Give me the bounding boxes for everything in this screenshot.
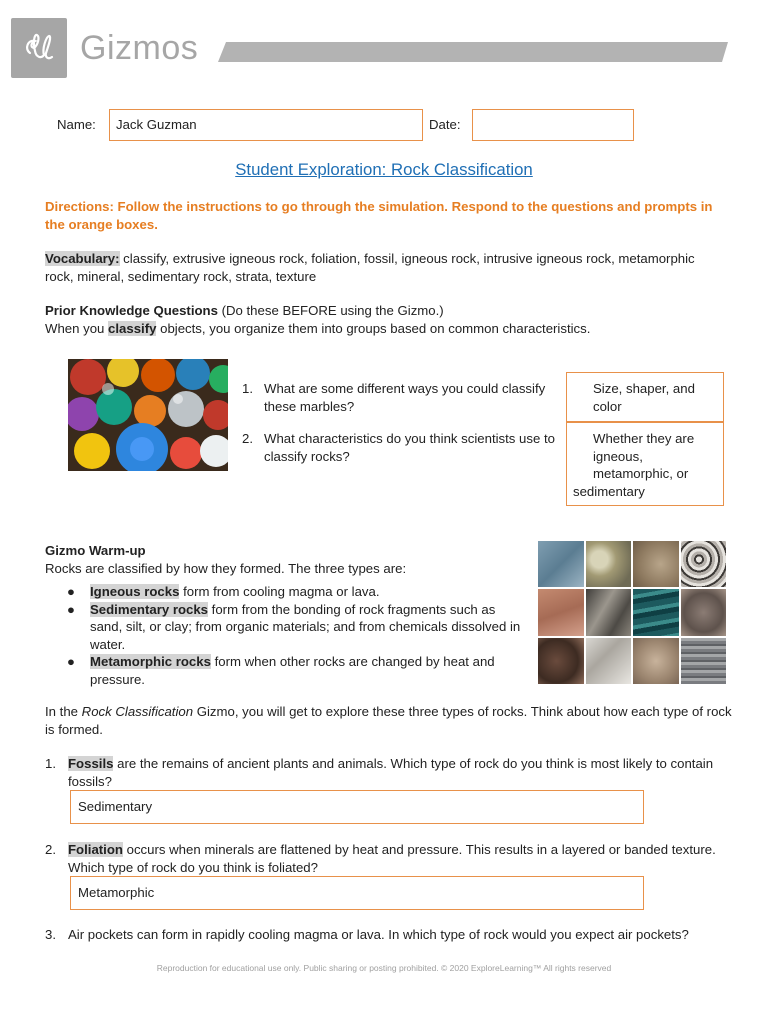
rock-type-term: Sedimentary rocks <box>90 601 209 617</box>
warmup-q3-text: Air pockets can form in rapidly cooling magma or lava. In which type of rock would you expect air pockets? <box>68 927 689 942</box>
rock-type-desc: form when other rocks are changed by heat and pressure. <box>90 654 495 687</box>
vocabulary-label: Vocabulary: <box>45 251 120 266</box>
prior-knowledge-text <box>45 320 725 338</box>
warmup-q3-number: 3. <box>45 927 56 942</box>
footer-copyright: Reproduction for educational use only. Public sharing or posting prohibited. © 2020 ExploreLearning™ All rights reserved <box>156 963 612 973</box>
bullet-icon: ● <box>67 601 75 617</box>
bullet-icon: ● <box>67 584 75 599</box>
warmup-q2-answer-box[interactable]: Metamorphic <box>70 876 644 910</box>
marbles-image <box>68 359 228 471</box>
el-logo-icon <box>22 31 56 65</box>
vocabulary <box>45 250 725 286</box>
gizmo-intro-after: Gizmo, you will get to explore these three types of rocks. Think about how each type of rock is formed. <box>45 704 732 737</box>
page-title: Student Exploration: Rock Classification <box>235 160 533 179</box>
gizmo-name: Rock Classification <box>81 704 194 719</box>
warmup-q1-text <box>68 755 718 791</box>
date-field[interactable] <box>472 109 634 141</box>
warmup-q1-number: 1. <box>45 756 56 771</box>
prior-q2-number: 2. <box>242 431 253 446</box>
vocabulary-terms: classify, extrusive igneous rock, foliation, fossil, igneous rock, intrusive igneous rock, metamorphic rock, mineral, sedimentary rock, strata, texture <box>45 251 695 284</box>
warmup-intro: Rocks are classified by how they formed. The three types are: <box>45 561 407 576</box>
rock-samples-image <box>538 541 726 684</box>
name-label: Name: <box>57 117 96 132</box>
prior-heading-note: (Do these BEFORE using the Gizmo.) <box>217 303 444 318</box>
term-fossils: Fossils <box>68 756 114 771</box>
term-foliation: Foliation <box>68 842 123 857</box>
list-item <box>45 601 523 654</box>
prior-q2-answer-line3: metamorphic, or <box>593 466 689 481</box>
gizmo-intro-before: In the <box>45 704 82 719</box>
prior-q1-text: What are some different ways you could classify these marbles? <box>264 381 546 414</box>
prior-q2-answer-box[interactable] <box>566 422 724 506</box>
warmup-q2-body: occurs when minerals are flattened by heat and pressure. This results in a layered or banded texture. Which type of rock do you think is foliated? <box>68 842 716 875</box>
directions: Directions: Follow the instructions to go through the simulation. Respond to the questions and prompts in the orange boxes. <box>45 199 713 232</box>
prior-heading-text: Prior Knowledge Questions <box>45 303 218 318</box>
date-label: Date: <box>429 117 461 132</box>
keyword-classify: classify <box>108 321 157 336</box>
warmup-q1-body: are the remains of ancient plants and animals. Which type of rock do you think is most likely to contain fossils? <box>68 756 714 789</box>
prior-knowledge-heading <box>45 302 725 320</box>
list-item <box>45 653 523 688</box>
prior-q1-answer-box[interactable] <box>566 372 724 422</box>
gizmo-intro <box>45 703 735 739</box>
prior-q1-number: 1. <box>242 381 253 396</box>
prior-text-before: When you <box>45 321 109 336</box>
brand-name: Gizmos <box>80 29 199 67</box>
prior-q2-answer-line1: Whether they are <box>593 431 695 446</box>
rock-types-list <box>45 583 523 688</box>
prior-q2-text: What characteristics do you think scientists use to classify rocks? <box>264 431 555 464</box>
rock-type-desc: form from cooling magma or lava. <box>179 584 380 599</box>
rock-type-term: Igneous rocks <box>90 584 180 599</box>
warmup-heading: Gizmo Warm-up <box>45 543 146 558</box>
prior-q2-answer-line2: igneous, <box>593 449 643 464</box>
rock-type-desc: form from the bonding of rock fragments such as sand, silt, or clay; from organic materials; and from chemicals dissolved in water. <box>90 601 521 652</box>
bullet-icon: ● <box>67 654 75 669</box>
prior-q2-answer-line4: sedimentary <box>573 484 645 499</box>
list-item <box>45 583 523 601</box>
prior-text-after: objects, you organize them into groups based on common characteristics. <box>156 321 591 336</box>
warmup-q1-answer-box[interactable]: Sedimentary <box>70 790 644 824</box>
brand-logo <box>11 18 67 78</box>
name-field[interactable]: Jack Guzman <box>109 109 423 141</box>
warmup-q2-text <box>68 841 718 877</box>
warmup-q2-number: 2. <box>45 842 56 857</box>
prior-q1-answer: Size, shaper, and color <box>593 381 695 414</box>
rock-type-term: Metamorphic rocks <box>90 654 211 669</box>
header-bar <box>218 42 728 62</box>
